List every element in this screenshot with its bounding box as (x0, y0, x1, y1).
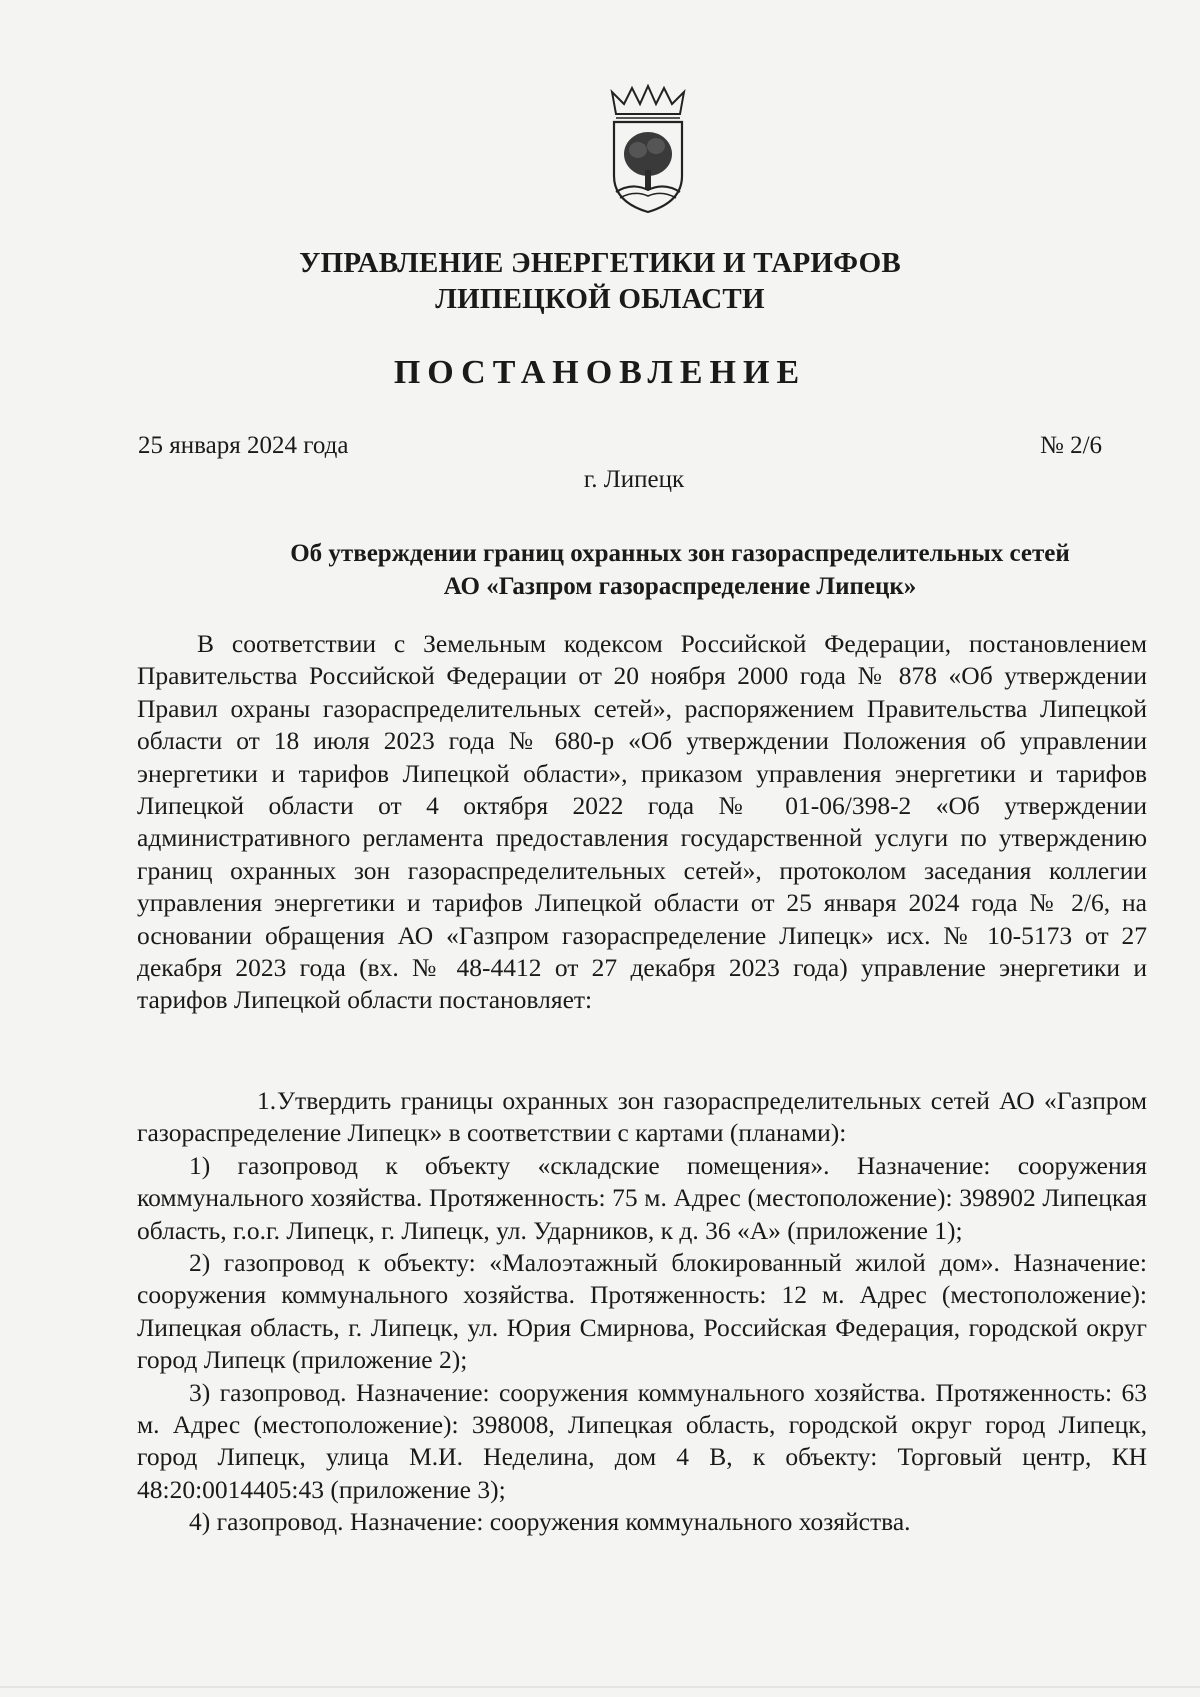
subitem-1: 1) газопровод к объекту «складские помещения». Назначение: сооружения коммунального хозяйства. Протяженность: 75 м. Адрес (местоположение): 398902 Липецкая область, г.о.г. Липецк, г. Липецк, ул. Ударников, к д. 36 «А» (приложение 1); (137, 1150, 1147, 1245)
subitem-2: 2) газопровод к объекту: «Малоэтажный блокированный жилой дом». Назначение: сооружения коммунального хозяйства. Протяженность: 12 м. Адрес (местоположение): Липецкая область, г. Липецк, ул. Юрия Смирнова, Российская Федерация, городской округ город Липецк (приложение 2); (137, 1248, 1147, 1375)
subject-line1: Об утверждении границ охранных зон газораспределительных сетей (290, 540, 1070, 567)
item-text: Утвердить границы охранных зон газораспределительных сетей АО «Газпром газораспределение Липецк» в соответствии с картами (планами): (137, 1086, 1147, 1148)
coat-of-arms-icon (598, 84, 698, 216)
preamble-paragraph: В соответствии с Земельным кодексом Российской Федерации, постановлением Правительства Российской Федерации от 20 ноября 2000 года № 878 «Об утверждении Правил охраны газораспределительных сетей», распоряжением Правительства Липецкой области от 18 июля 2023 года № 680-р «Об утверждении Положения об управлении энергетики и тарифов Липецкой области», приказом управления энергетики и тарифов Липецкой области от 4 октября 2022 года № 01-06/398-2 «Об утверждении административного регламента предоставления государственной услуги по утверждению границ охранных зон газораспределительных сетей», протоколом заседания коллегии управления энергетики и тарифов Липецкой области от 25 января 2024 года № 2/6, на основании обращения АО «Газпром газораспределение Липецк» исх. № 10-5173 от 27 декабря 2023 года (вх. № 48-4412 от 27 декабря 2023 года) управление энергетики и тарифов Липецкой области постановляет: (137, 629, 1147, 1015)
document-type-title: ПОСТАНОВЛЕНИЕ (393, 354, 807, 391)
resolution-item-1 (137, 1085, 1147, 1150)
item-number: 1. (257, 1086, 277, 1115)
agency-name-line2: ЛИПЕЦКОЙ ОБЛАСТИ (435, 283, 765, 315)
document-number: № 2/6 (1040, 432, 1103, 459)
resolution-items (137, 1085, 1147, 1539)
subitem-3: 3) газопровод. Назначение: сооружения коммунального хозяйства. Протяженность: 63 м. Адрес (местоположение): 398008, Липецкая область, городской округ город Липецк, город Липецк, улица М.И. Неделина, дом 4 В, к объекту: Торговый центр, КН 48:20:0014405:43 (приложение 3); (137, 1377, 1147, 1504)
document-date: 25 января 2024 года (138, 432, 349, 459)
document-city: г. Липецк (583, 466, 685, 493)
scan-edge (0, 1686, 1200, 1688)
agency-name-line1: УПРАВЛЕНИЕ ЭНЕРГЕТИКИ И ТАРИФОВ (299, 247, 901, 279)
subject-line2: АО «Газпром газораспределение Липецк» (443, 573, 917, 600)
subitem-4: 4) газопровод. Назначение: сооружения коммунального хозяйства. (189, 1507, 911, 1537)
